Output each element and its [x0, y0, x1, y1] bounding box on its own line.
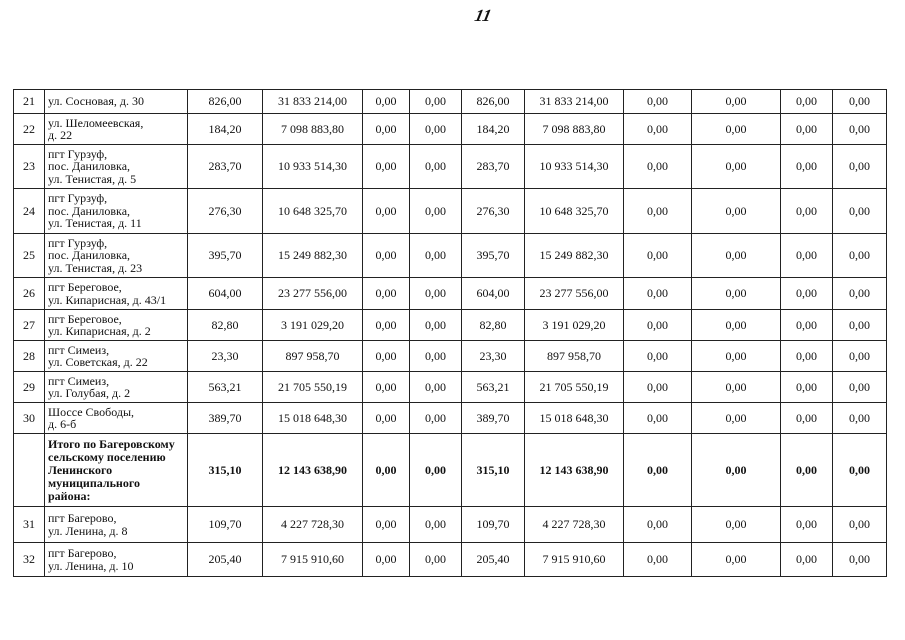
address-line: ул. Тенистая, д. 23 [48, 260, 143, 275]
value-cell-c6: 12 143 638,90 [525, 434, 624, 507]
value-cell-c3: 0,00 [363, 341, 410, 372]
value-cell-c8: 0,00 [692, 90, 781, 114]
value-cell-c7: 0,00 [624, 310, 692, 341]
address-line: пгт Симеиз, [48, 342, 110, 357]
value-cell-c2: 15 249 882,30 [263, 234, 363, 278]
value-cell-c9: 0,00 [781, 145, 833, 189]
value-cell-c9: 0,00 [781, 234, 833, 278]
value-cell-c10: 0,00 [833, 234, 887, 278]
value-cell-c5: 826,00 [462, 90, 525, 114]
value-cell-c8: 0,00 [692, 543, 781, 577]
value-cell-c8: 0,00 [692, 114, 781, 145]
value-cell-c5: 604,00 [462, 278, 525, 310]
value-cell-c3: 0,00 [363, 114, 410, 145]
value-cell-c10: 0,00 [833, 403, 887, 434]
value-cell-c10: 0,00 [833, 507, 887, 543]
value-cell-c5: 276,30 [462, 189, 525, 234]
page-number: 11 [473, 6, 494, 25]
value-cell-c5: 82,80 [462, 310, 525, 341]
address-line: Ленинского [48, 462, 113, 477]
value-cell-c1: 23,30 [188, 341, 263, 372]
value-cell-c10: 0,00 [833, 372, 887, 403]
address-line: д. 22 [48, 128, 73, 142]
table-row [14, 145, 887, 189]
value-cell-c6: 7 098 883,80 [525, 114, 624, 145]
address-line: пос. Даниловка, [48, 248, 131, 263]
value-cell-c1: 82,80 [188, 310, 263, 341]
address-cell [45, 341, 188, 372]
value-cell-c7: 0,00 [624, 278, 692, 310]
table-row [14, 543, 887, 577]
address-line: ул. Ленина, д. 10 [48, 558, 134, 573]
value-cell-c4: 0,00 [410, 403, 462, 434]
value-cell-c10: 0,00 [833, 341, 887, 372]
address-line: ул. Советская, д. 22 [48, 355, 148, 369]
value-cell-c7: 0,00 [624, 543, 692, 577]
table-row [14, 278, 887, 310]
row-number: 29 [14, 372, 45, 403]
value-cell-c7: 0,00 [624, 403, 692, 434]
value-cell-c8: 0,00 [692, 278, 781, 310]
address-line: района: [48, 488, 91, 503]
value-cell-c6: 10 933 514,30 [525, 145, 624, 189]
value-cell-c8: 0,00 [692, 145, 781, 189]
value-cell-c8: 0,00 [692, 234, 781, 278]
address-line: Итого по Багеровскому [48, 436, 175, 451]
value-cell-c9: 0,00 [781, 372, 833, 403]
value-cell-c8: 0,00 [692, 434, 781, 507]
row-number: 31 [14, 507, 45, 543]
value-cell-c10: 0,00 [833, 310, 887, 341]
row-number: 23 [14, 145, 45, 189]
address-line: ул. Тенистая, д. 5 [48, 171, 137, 186]
address-cell [45, 114, 188, 145]
value-cell-c7: 0,00 [624, 341, 692, 372]
value-cell-c3: 0,00 [363, 90, 410, 114]
table-row [14, 403, 887, 434]
row-number: 24 [14, 189, 45, 234]
value-cell-c4: 0,00 [410, 189, 462, 234]
value-cell-c6: 10 648 325,70 [525, 189, 624, 234]
value-cell-c6: 21 705 550,19 [525, 372, 624, 403]
value-cell-c4: 0,00 [410, 278, 462, 310]
value-cell-c5: 205,40 [462, 543, 525, 577]
address-cell [45, 372, 188, 403]
value-cell-c2: 7 098 883,80 [263, 114, 363, 145]
value-cell-c7: 0,00 [624, 234, 692, 278]
value-cell-c6: 3 191 029,20 [525, 310, 624, 341]
value-cell-c2: 10 648 325,70 [263, 189, 363, 234]
value-cell-c3: 0,00 [363, 434, 410, 507]
value-cell-c8: 0,00 [692, 341, 781, 372]
address-line: пгт Береговое, [48, 280, 122, 294]
value-cell-c8: 0,00 [692, 403, 781, 434]
value-cell-c5: 395,70 [462, 234, 525, 278]
value-cell-c9: 0,00 [781, 278, 833, 310]
table-row [14, 234, 887, 278]
value-cell-c8: 0,00 [692, 310, 781, 341]
value-cell-c2: 12 143 638,90 [263, 434, 363, 507]
value-cell-c4: 0,00 [410, 234, 462, 278]
address-line: пос. Даниловка, [48, 159, 131, 174]
value-cell-c1: 604,00 [188, 278, 263, 310]
value-cell-c2: 4 227 728,30 [263, 507, 363, 543]
address-cell [45, 507, 188, 543]
value-cell-c6: 31 833 214,00 [525, 90, 624, 114]
address-cell [45, 189, 188, 234]
address-line: сельскому поселению [48, 449, 166, 464]
value-cell-c4: 0,00 [410, 114, 462, 145]
value-cell-c3: 0,00 [363, 403, 410, 434]
value-cell-c3: 0,00 [363, 543, 410, 577]
value-cell-c6: 15 018 648,30 [525, 403, 624, 434]
table-body [14, 90, 887, 577]
row-number: 28 [14, 341, 45, 372]
table-row [14, 90, 887, 114]
value-cell-c3: 0,00 [363, 145, 410, 189]
value-cell-c10: 0,00 [833, 278, 887, 310]
value-cell-c8: 0,00 [692, 189, 781, 234]
row-number: 25 [14, 234, 45, 278]
table-row [14, 341, 887, 372]
address-line: пгт Гурзуф, [48, 146, 108, 161]
address-cell [45, 90, 188, 114]
value-cell-c9: 0,00 [781, 310, 833, 341]
value-cell-c7: 0,00 [624, 507, 692, 543]
value-cell-c5: 184,20 [462, 114, 525, 145]
value-cell-c5: 109,70 [462, 507, 525, 543]
value-cell-c1: 184,20 [188, 114, 263, 145]
value-cell-c4: 0,00 [410, 90, 462, 114]
value-cell-c1: 826,00 [188, 90, 263, 114]
value-cell-c9: 0,00 [781, 507, 833, 543]
table-row [14, 310, 887, 341]
value-cell-c4: 0,00 [410, 341, 462, 372]
address-line: ул. Голубая, д. 2 [48, 386, 131, 400]
value-cell-c6: 7 915 910,60 [525, 543, 624, 577]
address-line: д. 6-б [48, 417, 77, 431]
address-cell [45, 310, 188, 341]
housing-table [13, 89, 887, 577]
value-cell-c2: 3 191 029,20 [263, 310, 363, 341]
value-cell-c2: 10 933 514,30 [263, 145, 363, 189]
value-cell-c2: 897 958,70 [263, 341, 363, 372]
row-number [14, 434, 45, 507]
value-cell-c3: 0,00 [363, 278, 410, 310]
address-line: пгт Береговое, [48, 311, 122, 326]
value-cell-c1: 563,21 [188, 372, 263, 403]
table-row [14, 114, 887, 145]
value-cell-c3: 0,00 [363, 189, 410, 234]
value-cell-c6: 15 249 882,30 [525, 234, 624, 278]
value-cell-c5: 563,21 [462, 372, 525, 403]
value-cell-c1: 276,30 [188, 189, 263, 234]
value-cell-c4: 0,00 [410, 310, 462, 341]
value-cell-c4: 0,00 [410, 372, 462, 403]
address-line: ул. Кипарисная, д. 43/1 [48, 292, 167, 307]
address-line: пгт Гурзуф, [48, 235, 108, 250]
value-cell-c3: 0,00 [363, 507, 410, 543]
value-cell-c4: 0,00 [410, 507, 462, 543]
value-cell-c9: 0,00 [781, 403, 833, 434]
value-cell-c10: 0,00 [833, 543, 887, 577]
value-cell-c2: 23 277 556,00 [263, 278, 363, 310]
address-line: ул. Шеломеевская, [48, 115, 144, 130]
value-cell-c2: 7 915 910,60 [263, 543, 363, 577]
address-cell [45, 434, 188, 507]
value-cell-c4: 0,00 [410, 145, 462, 189]
value-cell-c3: 0,00 [363, 372, 410, 403]
value-cell-c6: 897 958,70 [525, 341, 624, 372]
value-cell-c9: 0,00 [781, 434, 833, 507]
value-cell-c6: 23 277 556,00 [525, 278, 624, 310]
table-row [14, 189, 887, 234]
value-cell-c1: 315,10 [188, 434, 263, 507]
value-cell-c5: 283,70 [462, 145, 525, 189]
value-cell-c10: 0,00 [833, 114, 887, 145]
value-cell-c10: 0,00 [833, 90, 887, 114]
total-row [14, 434, 887, 507]
value-cell-c5: 23,30 [462, 341, 525, 372]
row-number: 27 [14, 310, 45, 341]
address-cell [45, 543, 188, 577]
value-cell-c7: 0,00 [624, 90, 692, 114]
table-row [14, 507, 887, 543]
address-line: ул. Ленина, д. 8 [48, 523, 128, 538]
value-cell-c1: 283,70 [188, 145, 263, 189]
address-cell [45, 278, 188, 310]
value-cell-c2: 15 018 648,30 [263, 403, 363, 434]
value-cell-c1: 109,70 [188, 507, 263, 543]
value-cell-c1: 389,70 [188, 403, 263, 434]
value-cell-c2: 31 833 214,00 [263, 90, 363, 114]
address-line: муниципального [48, 475, 140, 490]
value-cell-c6: 4 227 728,30 [525, 507, 624, 543]
address-cell [45, 234, 188, 278]
address-line: пгт Багерово, [48, 511, 117, 525]
value-cell-c10: 0,00 [833, 145, 887, 189]
value-cell-c5: 315,10 [462, 434, 525, 507]
address-line: ул. Кипарисная, д. 2 [48, 324, 151, 338]
value-cell-c7: 0,00 [624, 434, 692, 507]
value-cell-c10: 0,00 [833, 189, 887, 234]
address-line: пгт Гурзуф, [48, 191, 108, 206]
table-row [14, 372, 887, 403]
value-cell-c8: 0,00 [692, 507, 781, 543]
value-cell-c9: 0,00 [781, 189, 833, 234]
value-cell-c3: 0,00 [363, 310, 410, 341]
value-cell-c9: 0,00 [781, 90, 833, 114]
row-number: 21 [14, 90, 45, 114]
value-cell-c5: 389,70 [462, 403, 525, 434]
value-cell-c7: 0,00 [624, 372, 692, 403]
address-cell [45, 145, 188, 189]
address-line: ул. Сосновая, д. 30 [48, 94, 144, 109]
row-number: 32 [14, 543, 45, 577]
value-cell-c9: 0,00 [781, 543, 833, 577]
address-cell [45, 403, 188, 434]
address-line: ул. Тенистая, д. 11 [48, 216, 142, 231]
value-cell-c8: 0,00 [692, 372, 781, 403]
value-cell-c4: 0,00 [410, 543, 462, 577]
value-cell-c7: 0,00 [624, 145, 692, 189]
address-line: пгт Симеиз, [48, 373, 110, 388]
value-cell-c10: 0,00 [833, 434, 887, 507]
address-line: Шоссе Свободы, [48, 404, 135, 419]
row-number: 30 [14, 403, 45, 434]
value-cell-c1: 395,70 [188, 234, 263, 278]
value-cell-c1: 205,40 [188, 543, 263, 577]
value-cell-c9: 0,00 [781, 114, 833, 145]
value-cell-c2: 21 705 550,19 [263, 372, 363, 403]
address-line: пгт Багерово, [48, 546, 117, 560]
value-cell-c9: 0,00 [781, 341, 833, 372]
row-number: 26 [14, 278, 45, 310]
value-cell-c7: 0,00 [624, 114, 692, 145]
row-number: 22 [14, 114, 45, 145]
address-line: пос. Даниловка, [48, 203, 131, 218]
value-cell-c3: 0,00 [363, 234, 410, 278]
value-cell-c4: 0,00 [410, 434, 462, 507]
value-cell-c7: 0,00 [624, 189, 692, 234]
